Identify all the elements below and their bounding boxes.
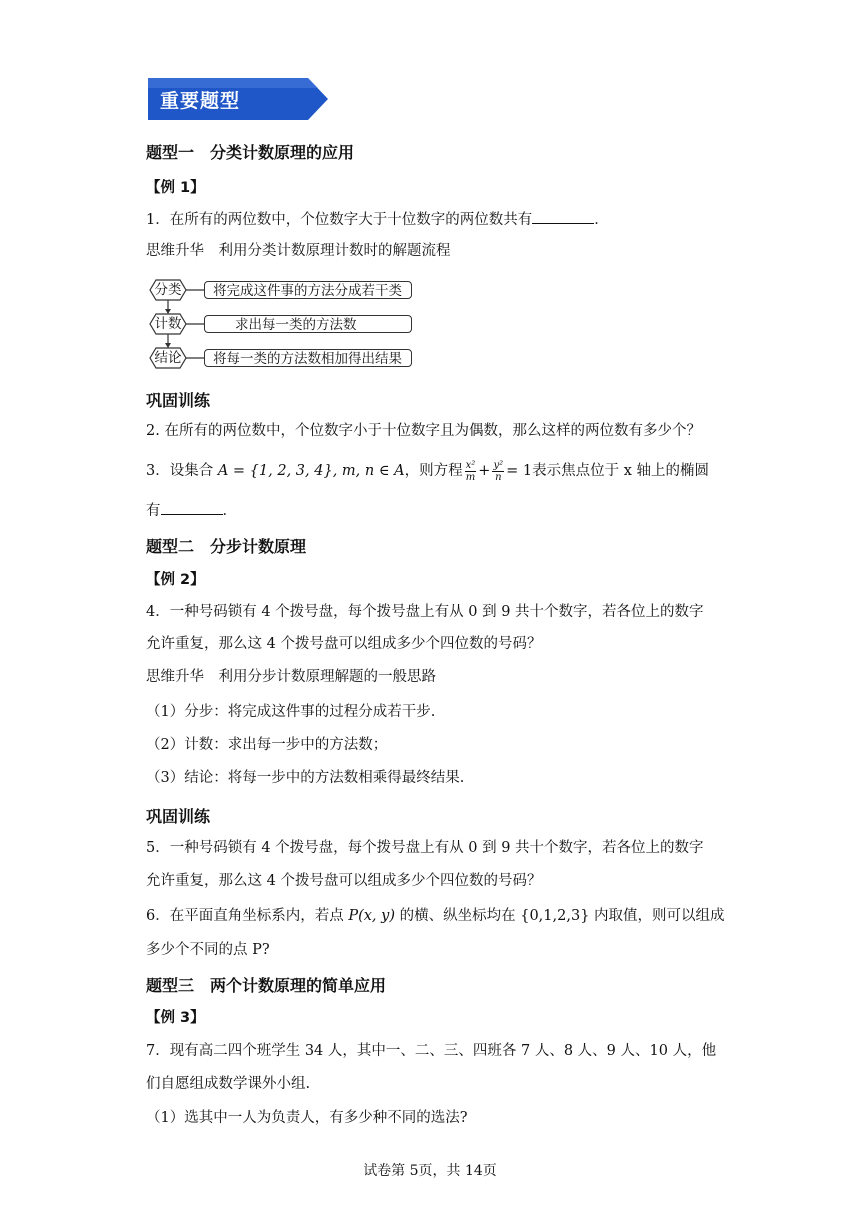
practice-heading-2: 巩固训练 bbox=[146, 807, 211, 826]
question-6-line1: 6．在平面直角坐标系内，若点 P(x, y) 的横、纵坐标均在 {0,1,2,3} 内取值，则可以组成 bbox=[146, 908, 725, 924]
question-1: 1．在所有的两位数中，个位数字大于十位数字的两位数共有 ． bbox=[146, 209, 609, 230]
answer-blank bbox=[161, 500, 223, 515]
fraction-y2-over-n: $\frac{\text{y²}}{n}$ bbox=[493, 459, 504, 483]
example2-label: 【例 2】 bbox=[146, 572, 205, 588]
fraction-x2-over-m: $\frac{\text{x²}}{m}$ bbox=[465, 459, 476, 483]
step-3: （3）结论：将每一步中的方法数相乘得最终结果. bbox=[146, 770, 465, 786]
section1-heading: 题型一 分类计数原理的应用 bbox=[146, 143, 355, 162]
question-5-line2: 允许重复，那么这 4 个拨号盘可以组成多少个四位数的号码？ bbox=[146, 873, 542, 889]
flow-box-classify: 将完成这件事的方法分成若干类 bbox=[204, 281, 412, 299]
question-7-line1: 7．现有高二四个班学生 34 人，其中一、二、三、四班各 7 人、8 人、9 人、10 人，他 bbox=[146, 1043, 717, 1059]
flow-box-count: 求出每一类的方法数 bbox=[204, 315, 412, 333]
page-footer: 试卷第 5页，共 14页 bbox=[363, 1163, 497, 1179]
flow-box-conclude: 将每一类的方法数相加得出结果 bbox=[204, 349, 412, 367]
banner-title: 重要题型 bbox=[160, 90, 241, 112]
flow-tag-classify: 分类 bbox=[154, 282, 182, 298]
flow-tag-count: 计数 bbox=[154, 316, 182, 332]
question-3: 3．设集合 A = {1, 2, 3, 4}, m, n ∈ A，则方程 $\frac{\text{x²}}{m}$ + $\frac{\text{y²}}{n}$ = 1表示焦点位于 x 轴上的椭圆 bbox=[146, 459, 710, 483]
thinking-note-1: 思维升华 利用分类计数原理计数时的解题流程 bbox=[146, 243, 451, 259]
thinking-note-2: 思维升华 利用分步计数原理解题的一般思路 bbox=[146, 669, 436, 685]
question-7-sub1: （1）选其中一人为负责人，有多少种不同的选法? bbox=[146, 1110, 468, 1126]
question-7-line2: 们自愿组成数学课外小组. bbox=[146, 1076, 311, 1092]
question-3-line2: 有 ． bbox=[146, 500, 237, 521]
section3-heading: 题型三 两个计数原理的简单应用 bbox=[146, 976, 387, 995]
section2-heading: 题型二 分步计数原理 bbox=[146, 537, 307, 556]
question-4-line1: 4．一种号码锁有 4 个拨号盘，每个拨号盘上有从 0 到 9 共十个数字，若各位上的数字 bbox=[146, 604, 704, 620]
answer-blank bbox=[532, 209, 594, 224]
section-banner bbox=[148, 78, 328, 120]
flow-diagram bbox=[146, 276, 416, 372]
question-4-line2: 允许重复，那么这 4 个拨号盘可以组成多少个四位数的号码？ bbox=[146, 636, 542, 652]
flow-tag-conclude: 结论 bbox=[154, 350, 182, 366]
question-6-line2: 多少个不同的点 P? bbox=[146, 942, 270, 958]
question-5-line1: 5．一种号码锁有 4 个拨号盘，每个拨号盘上有从 0 到 9 共十个数字，若各位上的数字 bbox=[146, 840, 704, 856]
example1-label: 【例 1】 bbox=[146, 180, 205, 196]
question-2: 2. 在所有的两位数中，个位数字小于十位数字且为偶数，那么这样的两位数有多少个？ bbox=[146, 423, 701, 439]
example3-label: 【例 3】 bbox=[146, 1010, 205, 1026]
step-1: （1）分步：将完成这件事的过程分成若干步. bbox=[146, 704, 436, 720]
step-2: （2）计数：求出每一步中的方法数； bbox=[146, 737, 388, 753]
practice-heading-1: 巩固训练 bbox=[146, 391, 211, 410]
